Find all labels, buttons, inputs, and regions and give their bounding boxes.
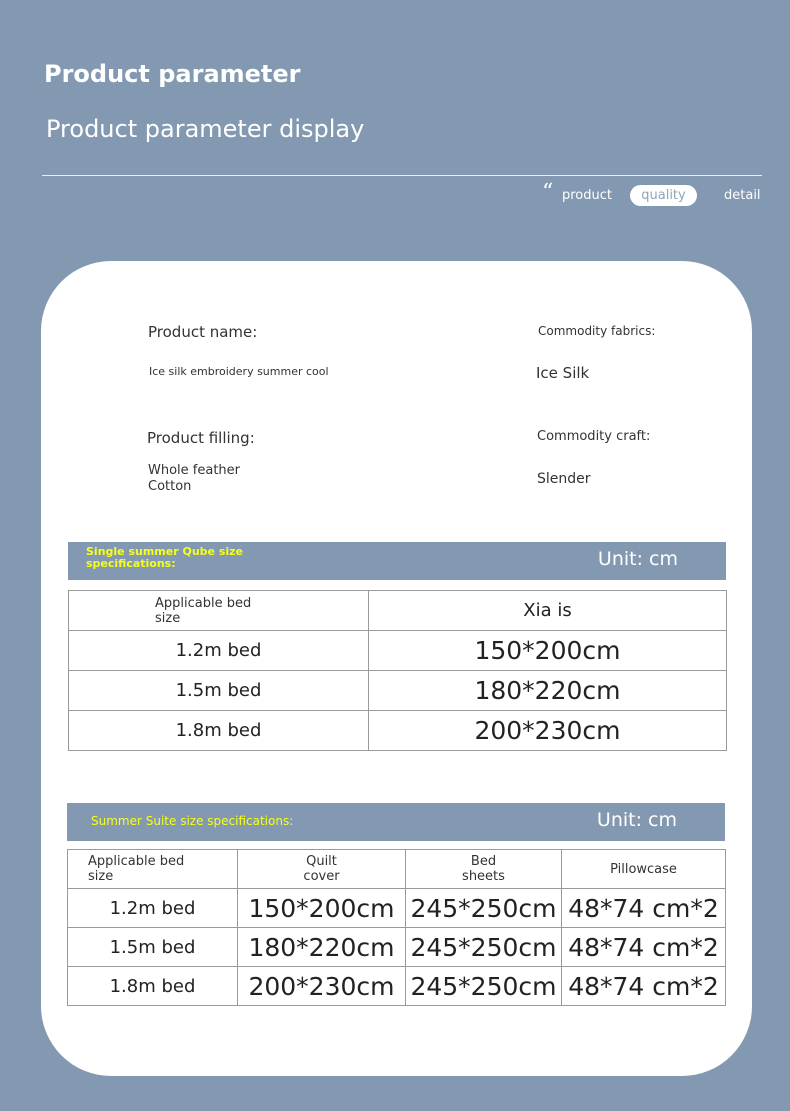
header-divider: [42, 175, 762, 176]
craft-value: Slender: [537, 471, 591, 487]
suite-header-col1-line2: size: [88, 869, 114, 884]
table-row: [68, 967, 726, 1006]
single-table-title-line1: Single summer Qube size: [86, 545, 244, 558]
table-header-cell: [69, 591, 369, 631]
table-cell: 245*250cm: [406, 967, 562, 1006]
table-cell: 1.8m bed: [68, 967, 238, 1006]
single-header-col1-line2: size: [155, 610, 181, 626]
table-cell: 1.5m bed: [69, 671, 369, 711]
single-size-table: [68, 590, 727, 751]
nav-quality[interactable]: quality: [630, 185, 697, 206]
suite-header-col4: Pillowcase: [562, 850, 726, 889]
suite-table-title: Summer Suite size specifications:: [91, 814, 294, 828]
single-header-col1-line1: Applicable bed: [155, 595, 252, 611]
nav-detail[interactable]: detail: [724, 188, 761, 203]
table-cell: 150*200cm: [369, 631, 727, 671]
page-title: Product parameter: [44, 60, 301, 88]
quote-mark-icon: “: [542, 180, 554, 205]
fabrics-value: Ice Silk: [536, 364, 590, 382]
table-header-cell: [238, 850, 406, 889]
table-header-cell: [68, 850, 238, 889]
suite-header-col2-line2: cover: [303, 869, 340, 884]
product-name-value: Ice silk embroidery summer cool: [149, 365, 329, 378]
page-subtitle: Product parameter display: [46, 115, 365, 143]
single-table-bar: [68, 542, 726, 580]
craft-label: Commodity craft:: [537, 429, 651, 444]
filling-value-line1: Whole feather: [148, 463, 241, 478]
table-header-cell: [406, 850, 562, 889]
single-table-title-line2: specifications:: [86, 557, 176, 570]
suite-header-col2-line1: Quilt: [306, 854, 337, 869]
table-row: [68, 889, 726, 928]
table-cell: 48*74 cm*2: [562, 889, 726, 928]
suite-header-col3-line1: Bed: [470, 854, 497, 869]
table-cell: 1.8m bed: [69, 711, 369, 751]
table-row: [69, 591, 727, 631]
table-row: [69, 631, 727, 671]
suite-table-bar: [67, 803, 725, 841]
suite-header-col3-line2: sheets: [462, 869, 505, 884]
table-cell: 48*74 cm*2: [562, 967, 726, 1006]
table-cell: 180*220cm: [238, 928, 406, 967]
table-row: [69, 671, 727, 711]
single-header-col2: Xia is: [369, 591, 727, 631]
table-cell: 245*250cm: [406, 928, 562, 967]
table-cell: 1.5m bed: [68, 928, 238, 967]
table-cell: 1.2m bed: [69, 631, 369, 671]
table-row: [68, 850, 726, 889]
nav-product[interactable]: product: [562, 188, 613, 203]
table-row: [68, 928, 726, 967]
table-cell: 150*200cm: [238, 889, 406, 928]
table-cell: 245*250cm: [406, 889, 562, 928]
table-row: [69, 711, 727, 751]
table-cell: 48*74 cm*2: [562, 928, 726, 967]
filling-label: Product filling:: [147, 429, 255, 447]
product-name-label: Product name:: [148, 323, 258, 341]
suite-size-table: [67, 849, 726, 1006]
filling-value-line2: Cotton: [148, 479, 192, 494]
table-cell: 1.2m bed: [68, 889, 238, 928]
suite-table-unit: Unit: cm: [596, 809, 677, 831]
table-cell: 200*230cm: [369, 711, 727, 751]
fabrics-label: Commodity fabrics:: [538, 324, 656, 338]
table-cell: 200*230cm: [238, 967, 406, 1006]
single-table-unit: Unit: cm: [597, 548, 678, 570]
table-cell: 180*220cm: [369, 671, 727, 711]
suite-header-col1-line1: Applicable bed: [88, 854, 185, 869]
